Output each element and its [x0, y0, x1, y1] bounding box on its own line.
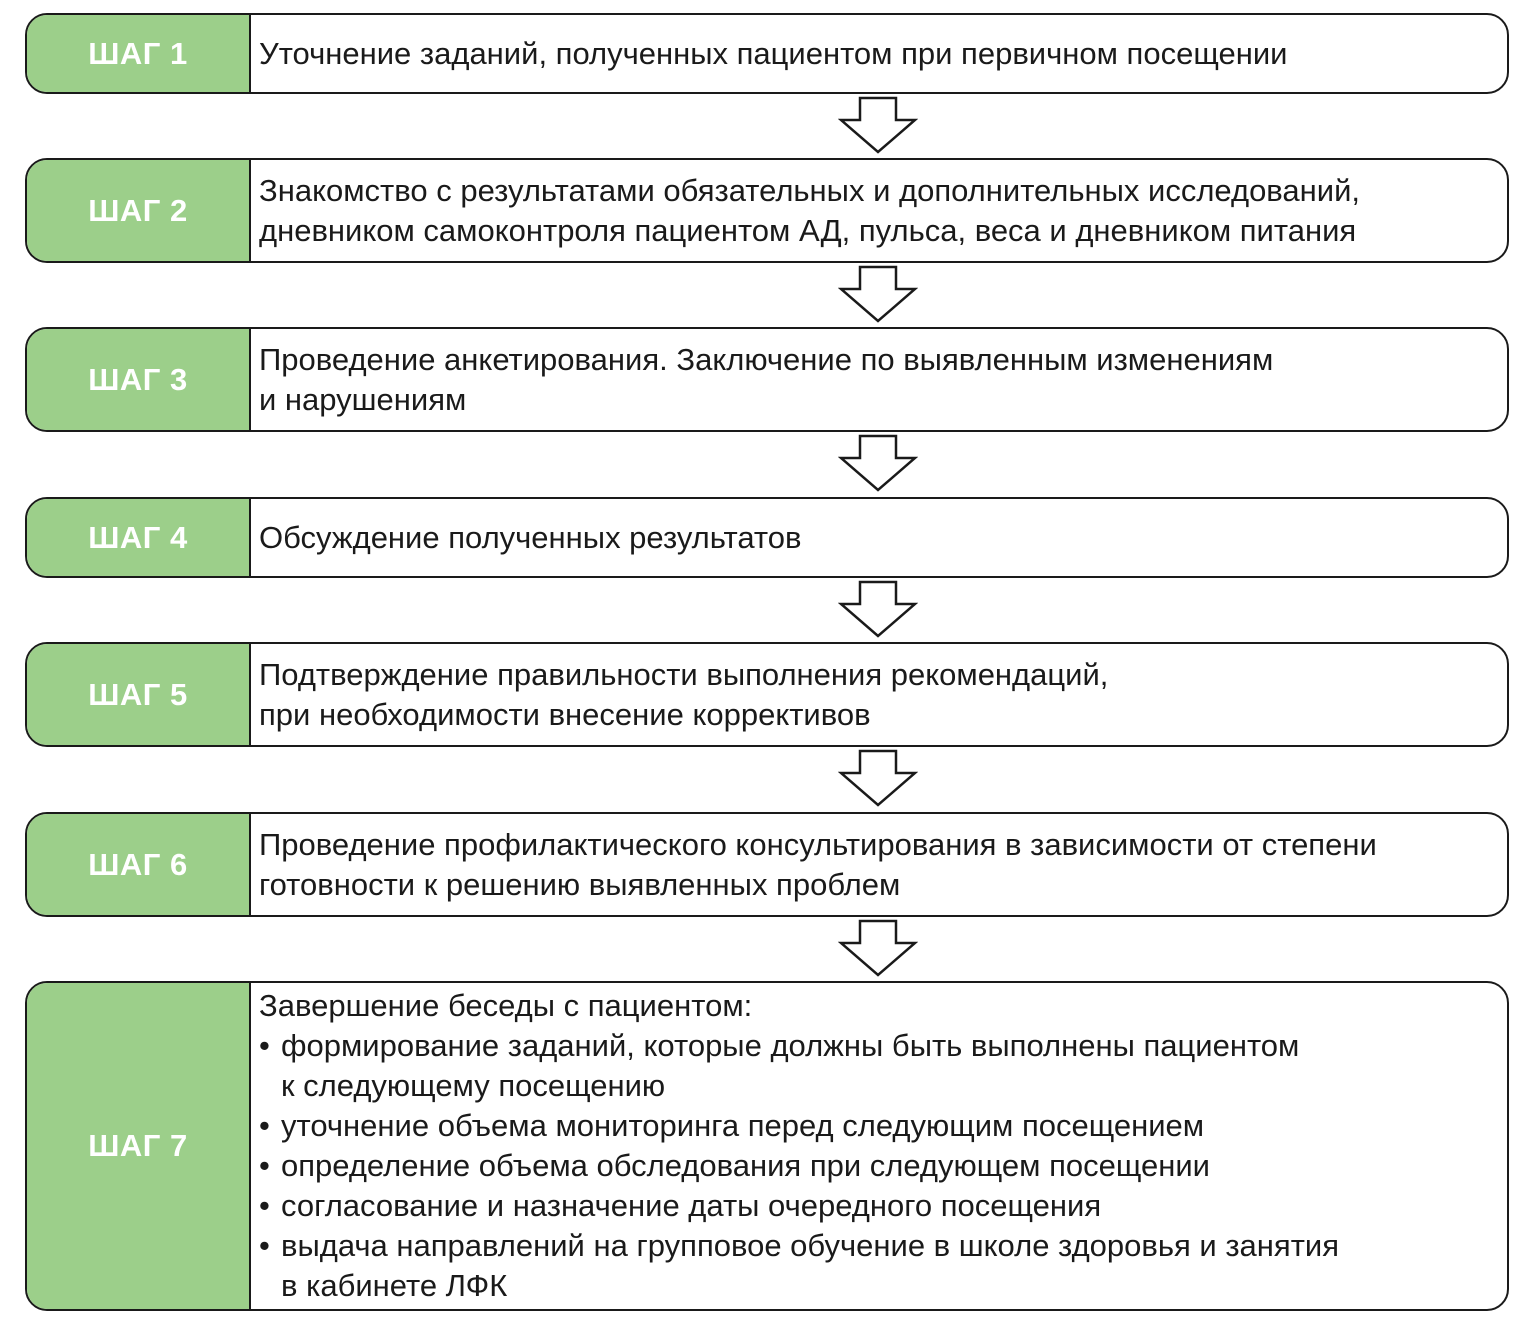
step-2-box [25, 158, 1509, 263]
step-4-line-1: Обсуждение полученных результатов [259, 519, 802, 555]
step-7-text [251, 983, 1507, 1309]
list-item-line: • согласование и назначение даты очередного посещения [281, 1188, 1102, 1223]
step-2-label: ШАГ 2 [27, 160, 251, 261]
step-1-text [251, 15, 1507, 92]
step-1-box [25, 13, 1509, 94]
step-7-bullet-list [259, 1026, 1487, 1306]
step-3-box [25, 327, 1509, 432]
step-3-line-2: и нарушениям [259, 381, 467, 417]
step-6-text [251, 814, 1507, 915]
step-7-label: ШАГ 7 [27, 983, 251, 1309]
step-7-intro: Завершение беседы с пациентом: [259, 988, 753, 1023]
arrow-down-icon [838, 434, 918, 492]
list-item-line: • формирование заданий, которые должны быть выполнены пациентом [281, 1028, 1300, 1063]
list-item [259, 1106, 1487, 1146]
step-3-text [251, 329, 1507, 430]
step-2-line-2: дневником самоконтроля пациентом АД, пульса, веса и дневником питания [259, 212, 1357, 248]
arrow-down-icon [838, 749, 918, 807]
step-6-box [25, 812, 1509, 917]
step-5-text [251, 644, 1507, 745]
step-3-line-1: Проведение анкетирования. Заключение по выявленным изменениям [259, 341, 1274, 377]
step-4-label: ШАГ 4 [27, 499, 251, 576]
step-6-label: ШАГ 6 [27, 814, 251, 915]
step-7-box [25, 981, 1509, 1311]
step-3-label: ШАГ 3 [27, 329, 251, 430]
step-1-label: ШАГ 1 [27, 15, 251, 92]
arrow-down-icon [838, 265, 918, 323]
arrow-down-icon [838, 580, 918, 638]
step-5-label: ШАГ 5 [27, 644, 251, 745]
list-item [259, 1226, 1487, 1306]
step-4-box [25, 497, 1509, 578]
list-item-line: в кабинете ЛФК [281, 1268, 508, 1303]
step-4-text [251, 499, 1507, 576]
step-5-line-2: при необходимости внесение коррективов [259, 696, 871, 732]
list-item [259, 1146, 1487, 1186]
step-5-box [25, 642, 1509, 747]
step-1-line-1: Уточнение заданий, полученных пациентом при первичном посещении [259, 35, 1288, 71]
step-2-text [251, 160, 1507, 261]
step-5-line-1: Подтверждение правильности выполнения рекомендаций, [259, 656, 1109, 692]
list-item [259, 1186, 1487, 1226]
list-item-line: • определение объема обследования при следующем посещении [281, 1148, 1211, 1183]
list-item-line: • уточнение объема мониторинга перед следующим посещением [281, 1108, 1205, 1143]
list-item [259, 1026, 1487, 1106]
step-6-line-2: готовности к решению выявленных проблем [259, 866, 901, 902]
step-6-line-1: Проведение профилактического консультирования в зависимости от степени [259, 826, 1377, 862]
arrow-down-icon [838, 919, 918, 977]
step-2-line-1: Знакомство с результатами обязательных и дополнительных исследований, [259, 172, 1361, 208]
list-item-line: к следующему посещению [281, 1068, 666, 1103]
arrow-down-icon [838, 96, 918, 154]
list-item-line: • выдача направлений на групповое обучение в школе здоровья и занятия [281, 1228, 1339, 1263]
